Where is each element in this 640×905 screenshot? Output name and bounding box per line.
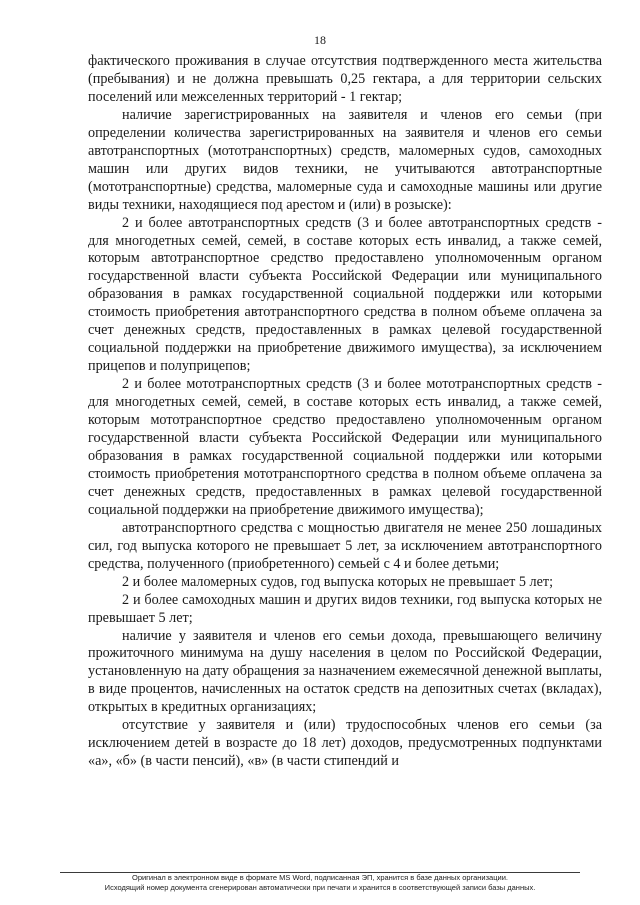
paragraph-deposit-income: наличие у заявителя и членов его семьи дохода, превышающего величину прожиточного минимума на душу населения в целом по Российской Федерации, установленную на дату обращения за назначением ежемесячной денежной выплаты, в виде процентов, начисленных на остаток средств на депозитных счетах (вкладах), открытых в кредитных организациях; <box>88 627 602 716</box>
page-number: 18 <box>314 33 326 47</box>
paragraph-small-vessels: 2 и более маломерных судов, год выпуска которых не превышает 5 лет; <box>122 573 554 590</box>
paragraph-automobiles: 2 и более автотранспортных средств (3 и более автотранспортных средств - для многодетных семей, семей, в составе которых есть инвалид, а также семей, которым автотранспортное средство предоставлено уполномоченным органом государственной власти субъекта Российской Федерации или муниципального образования в рамках государственной социальной поддержки или которыми стоимость приобретения автотранспортного средства в полном объеме оплачена за счет денежных средств, предоставленных в рамках целевой государственной социальной поддержки на приобретение движимого имущества), за исключением прицепов и полуприцепов; <box>88 214 602 375</box>
paragraph-no-income: отсутствие у заявителя и (или) трудоспособных членов его семьи (за исключением детей в возрасте до 18 лет) доходов, предусмотренных подпунктами «а», «б» (в части пенсий), «в» (в части стипендий и <box>88 717 602 770</box>
document-body <box>88 53 602 771</box>
paragraph-self-propelled-machines: 2 и более самоходных машин и других видов техники, год выпуска которых не превышает 5 лет; <box>88 591 602 626</box>
document-footer <box>0 873 640 893</box>
paragraph-registered-vehicles: наличие зарегистрированных на заявителя и членов его семьи (при определении количества зарегистрированных на заявителя и членов его семьи автотранспортных (мототранспортных) средств, маломерных судов, самоходных машин или других видов техники, не учитываются автотранспортные (мототранспортные) средства, маломерные суда и самоходные машины или другие виды техники, находящиеся под арестом и (или) в розыске): <box>88 106 602 213</box>
paragraph-land-area: фактического проживания в случае отсутствия подтвержденного места жительства (пребывания) и не должна превышать 0,25 гектара, а для территории сельских поселений или межселенных территорий - 1 гектар; <box>88 53 602 105</box>
paragraph-motorcycles: 2 и более мототранспортных средств (3 и более мототранспортных средств - для многодетных семей, семей, в составе которых есть инвалид, а также семей, которым мототранспортное средство предоставлено уполномоченным органом государственной власти субъекта Российской Федерации или муниципального образования в рамках государственной социальной поддержки или которыми стоимость приобретения мототранспортного средства в полном объеме оплачена за счет денежных средств, предоставленных в рамках целевой государственной социальной поддержки на приобретение движимого имущества); <box>88 376 602 518</box>
footer-line-number: Исходящий номер документа сгенерирован автоматически при печати и хранится в соответствующей записи базы данных. <box>104 883 536 892</box>
paragraph-engine-power: автотранспортного средства с мощностью двигателя не менее 250 лошадиных сил, год выпуска которого не превышает 5 лет, за исключением автотранспортного средства, полученного (приобретенного) семьей с 4 и более детьми; <box>88 519 602 572</box>
footer-line-original: Оригинал в электронном виде в формате MS Word, подписанная ЭП, хранится в базе данных организации. <box>131 873 508 882</box>
